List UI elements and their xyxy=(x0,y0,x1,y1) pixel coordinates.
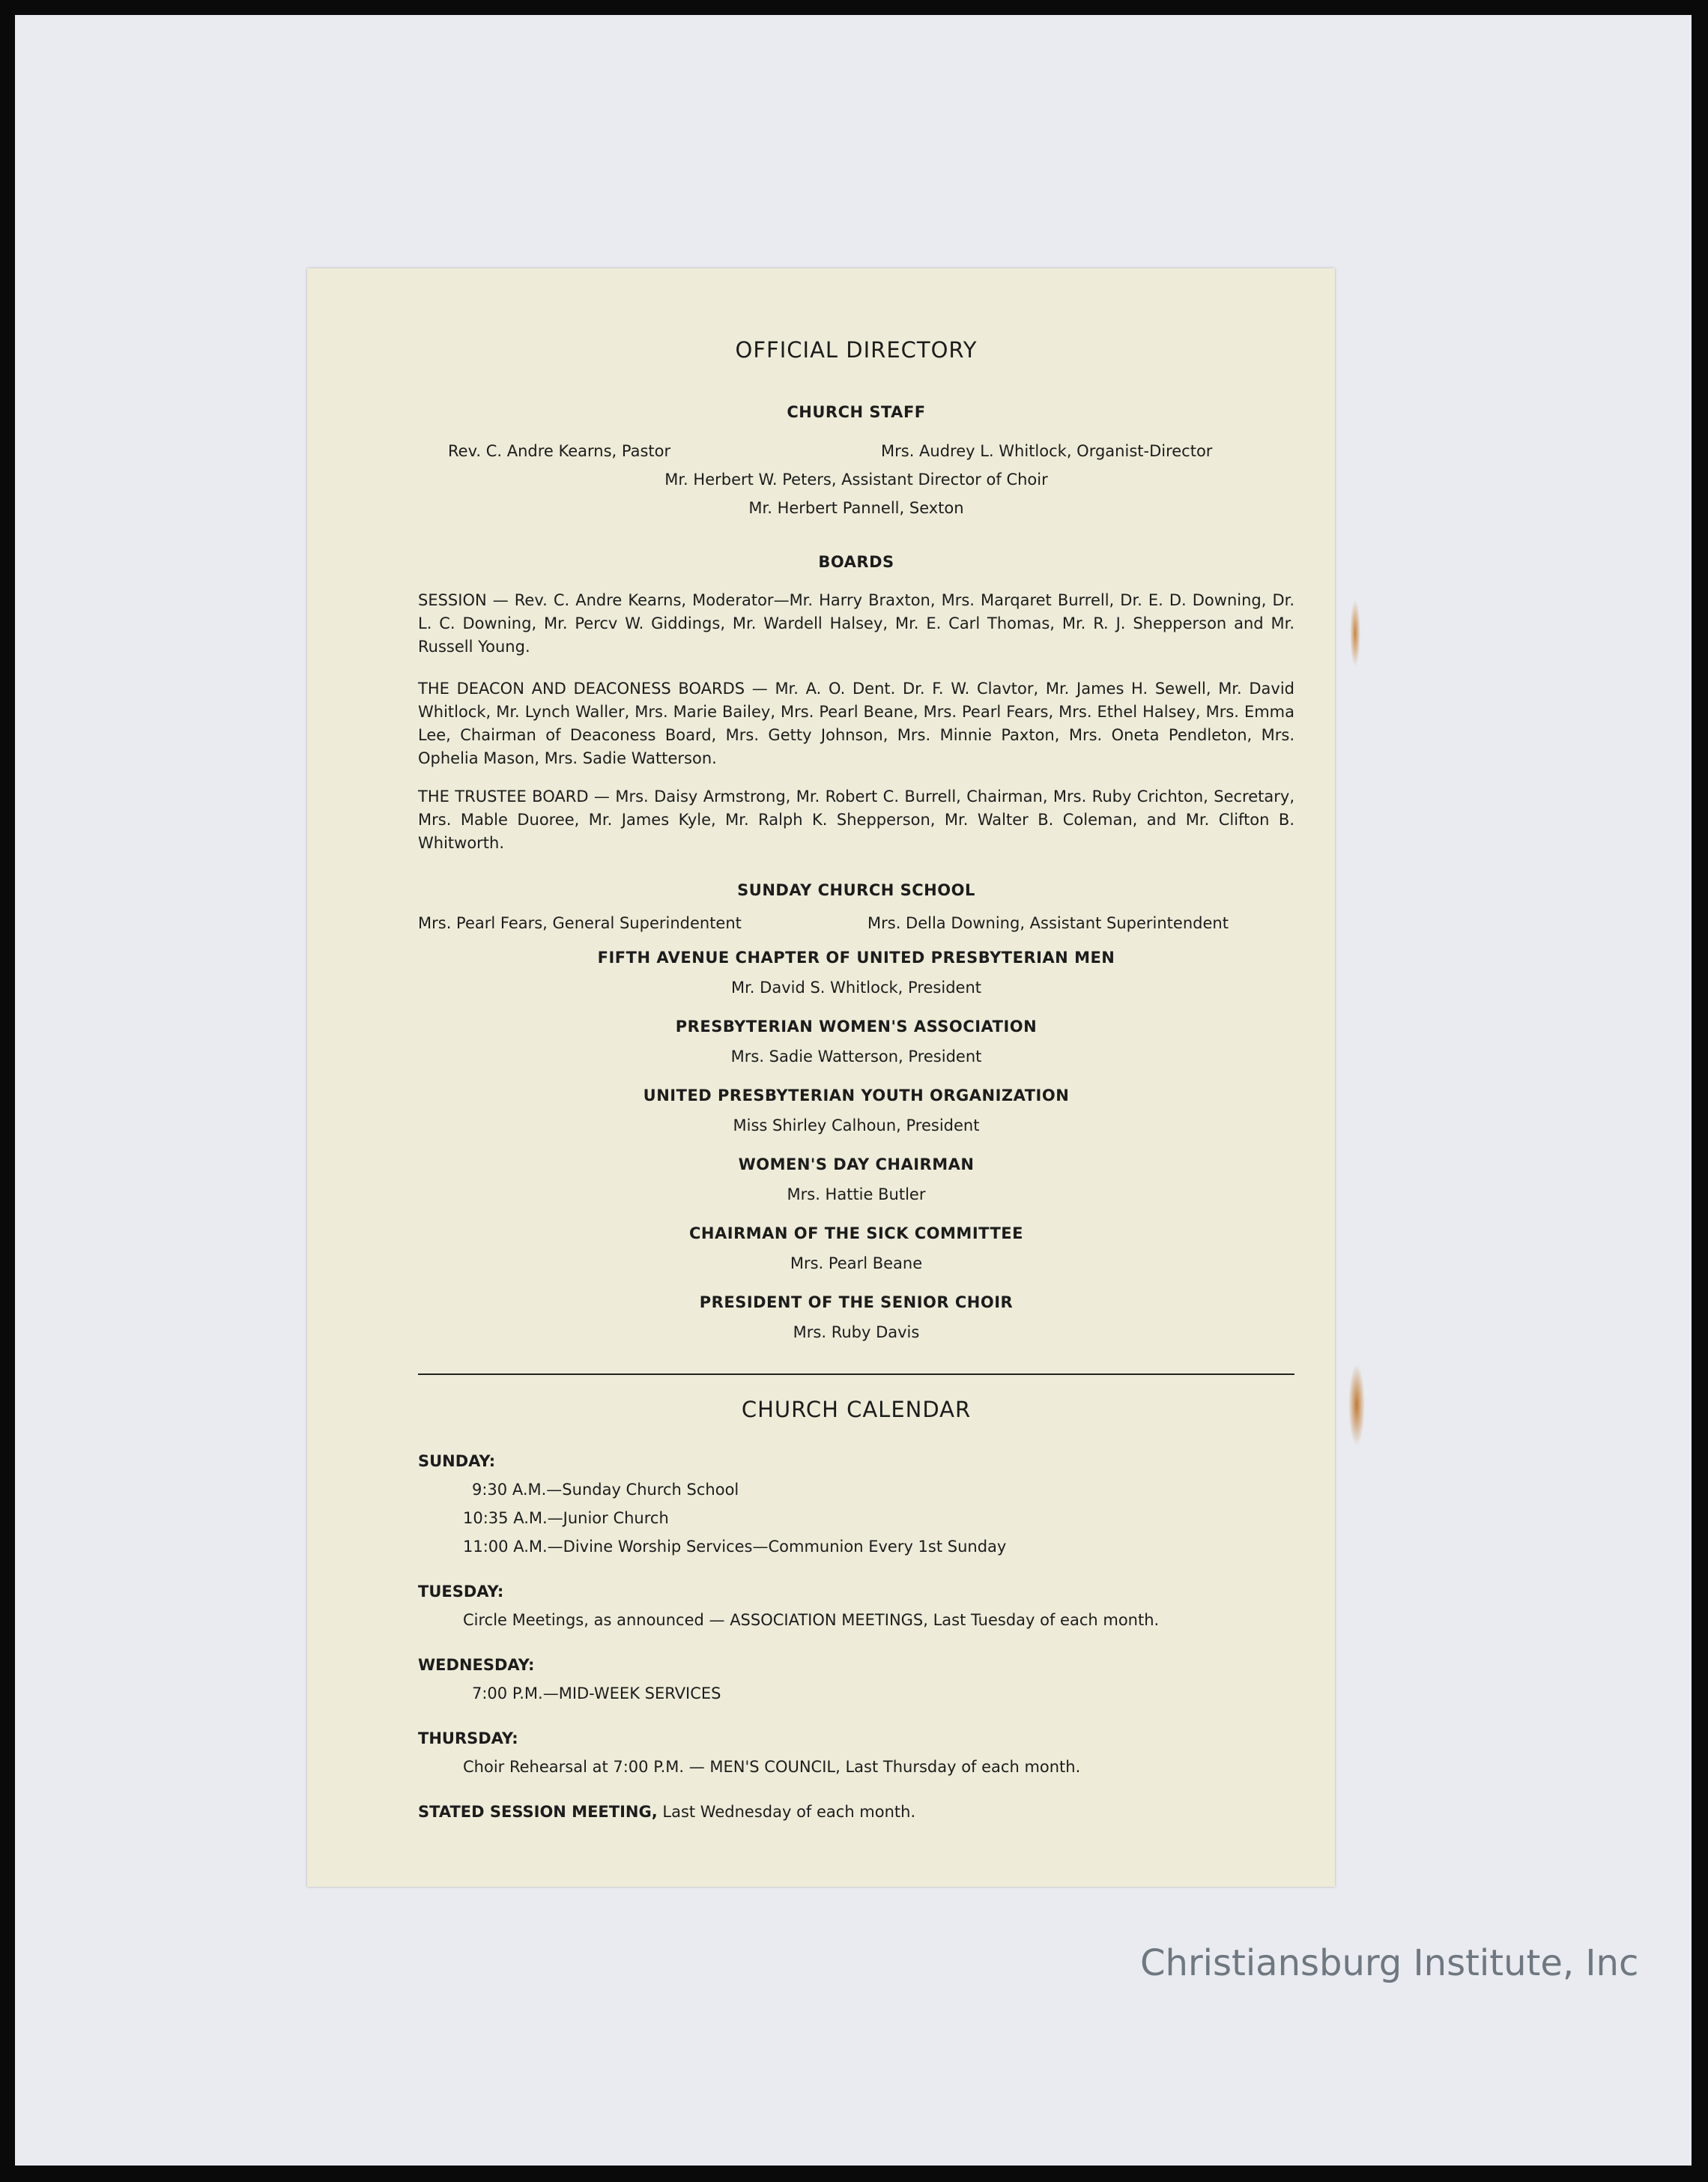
sexton-line: Mr. Herbert Pannell, Sexton xyxy=(748,499,964,517)
watermark-text: Christiansburg Institute, Inc xyxy=(1140,1942,1639,1984)
section-divider xyxy=(418,1373,1294,1375)
group-officer: Mrs. Sadie Watterson, President xyxy=(730,1048,982,1066)
session-paragraph: SESSION — Rev. C. Andre Kearns, Moderator—Mr. Harry Braxton, Mrs. Marqaret Burrell, Dr. E. D. Downing, Dr. L. C. Downing, Mr. Percv W. Giddings, Mr. Wardell Halsey, Mr. E. Carl Thomas, Mr. R. J. Shepperson and Mr. Russell Young. xyxy=(418,591,1294,656)
boards-heading: BOARDS xyxy=(818,553,894,571)
school-assistant: Mrs. Della Downing, Assistant Superintendent xyxy=(867,914,1229,932)
paper-stain xyxy=(1348,1364,1365,1446)
sunday-label: SUNDAY: xyxy=(418,1452,496,1470)
sunday-item: 11:00 A.M.—Divine Worship Services—Communion Every 1st Sunday xyxy=(463,1538,1007,1556)
tuesday-item: Circle Meetings, as announced — ASSOCIATION MEETINGS, Last Tuesday of each month. xyxy=(463,1611,1160,1629)
group-officer: Mr. David S. Whitlock, President xyxy=(730,979,981,997)
stated-session-text: Last Wednesday of each month. xyxy=(662,1803,916,1821)
group-heading: PRESIDENT OF THE SENIOR CHOIR xyxy=(699,1293,1014,1311)
calendar-title: CHURCH CALENDAR xyxy=(741,1397,972,1422)
group-heading: WOMEN'S DAY CHAIRMAN xyxy=(738,1155,975,1173)
stated-session-line xyxy=(418,1803,915,1821)
stated-session-label: STATED SESSION MEETING, xyxy=(418,1803,658,1821)
tuesday-label: TUESDAY: xyxy=(418,1583,504,1601)
group-officer: Mrs. Pearl Beane xyxy=(790,1254,923,1272)
group-officer: Mrs. Hattie Butler xyxy=(787,1185,926,1203)
staff-heading: CHURCH STAFF xyxy=(787,403,926,421)
school-superintendent: Mrs. Pearl Fears, General Superindentent xyxy=(418,914,742,932)
directory-title: OFFICIAL DIRECTORY xyxy=(735,337,978,363)
group-heading: CHAIRMAN OF THE SICK COMMITTEE xyxy=(689,1224,1023,1242)
assistant-director-line: Mr. Herbert W. Peters, Assistant Director of Choir xyxy=(664,471,1048,489)
document-page xyxy=(307,268,1335,1887)
trustee-paragraph: THE TRUSTEE BOARD — Mrs. Daisy Armstrong, Mr. Robert C. Burrell, Chairman, Mrs. Ruby Crichton, Secretary, Mrs. Mable Duoree, Mr. James Kyle, Mr. Ralph K. Shepperson, Mr. Walter B. Coleman, and Mr. Clifton B. Whitworth. xyxy=(418,788,1294,852)
wednesday-label: WEDNESDAY: xyxy=(418,1656,535,1674)
group-heading: UNITED PRESBYTERIAN YOUTH ORGANIZATION xyxy=(643,1087,1070,1104)
pastor-line: Rev. C. Andre Kearns, Pastor xyxy=(448,442,671,460)
paper-stain xyxy=(1350,599,1360,667)
sunday-item: 9:30 A.M.—Sunday Church School xyxy=(472,1481,739,1499)
school-heading: SUNDAY CHURCH SCHOOL xyxy=(737,881,975,899)
group-heading: PRESBYTERIAN WOMEN'S ASSOCIATION xyxy=(675,1018,1038,1036)
group-officer: Miss Shirley Calhoun, President xyxy=(733,1116,980,1134)
wednesday-item: 7:00 P.M.—MID-WEEK SERVICES xyxy=(472,1684,721,1702)
sunday-item: 10:35 A.M.—Junior Church xyxy=(463,1509,669,1527)
group-heading: FIFTH AVENUE CHAPTER OF UNITED PRESBYTERIAN MEN xyxy=(597,949,1115,967)
organist-line: Mrs. Audrey L. Whitlock, Organist-Director xyxy=(881,442,1213,460)
thursday-item: Choir Rehearsal at 7:00 P.M. — MEN'S COUNCIL, Last Thursday of each month. xyxy=(463,1758,1081,1776)
deacon-paragraph: THE DEACON AND DEACONESS BOARDS — Mr. A. O. Dent. Dr. F. W. Clavtor, Mr. James H. Sewell, Mr. David Whitlock, Mr. Lynch Waller, Mrs. Marie Bailey, Mrs. Pearl Beane, Mrs. Pearl Fears, Mrs. Ethel Halsey, Mrs. Emma Lee, Chairman of Deaconess Board, Mrs. Getty Johnson, Mrs. Minnie Paxton, Mrs. Oneta Pendleton, Mrs. Ophelia Mason, Mrs. Sadie Watterson. xyxy=(418,680,1294,767)
thursday-label: THURSDAY: xyxy=(418,1729,518,1747)
group-officer: Mrs. Ruby Davis xyxy=(793,1323,920,1341)
